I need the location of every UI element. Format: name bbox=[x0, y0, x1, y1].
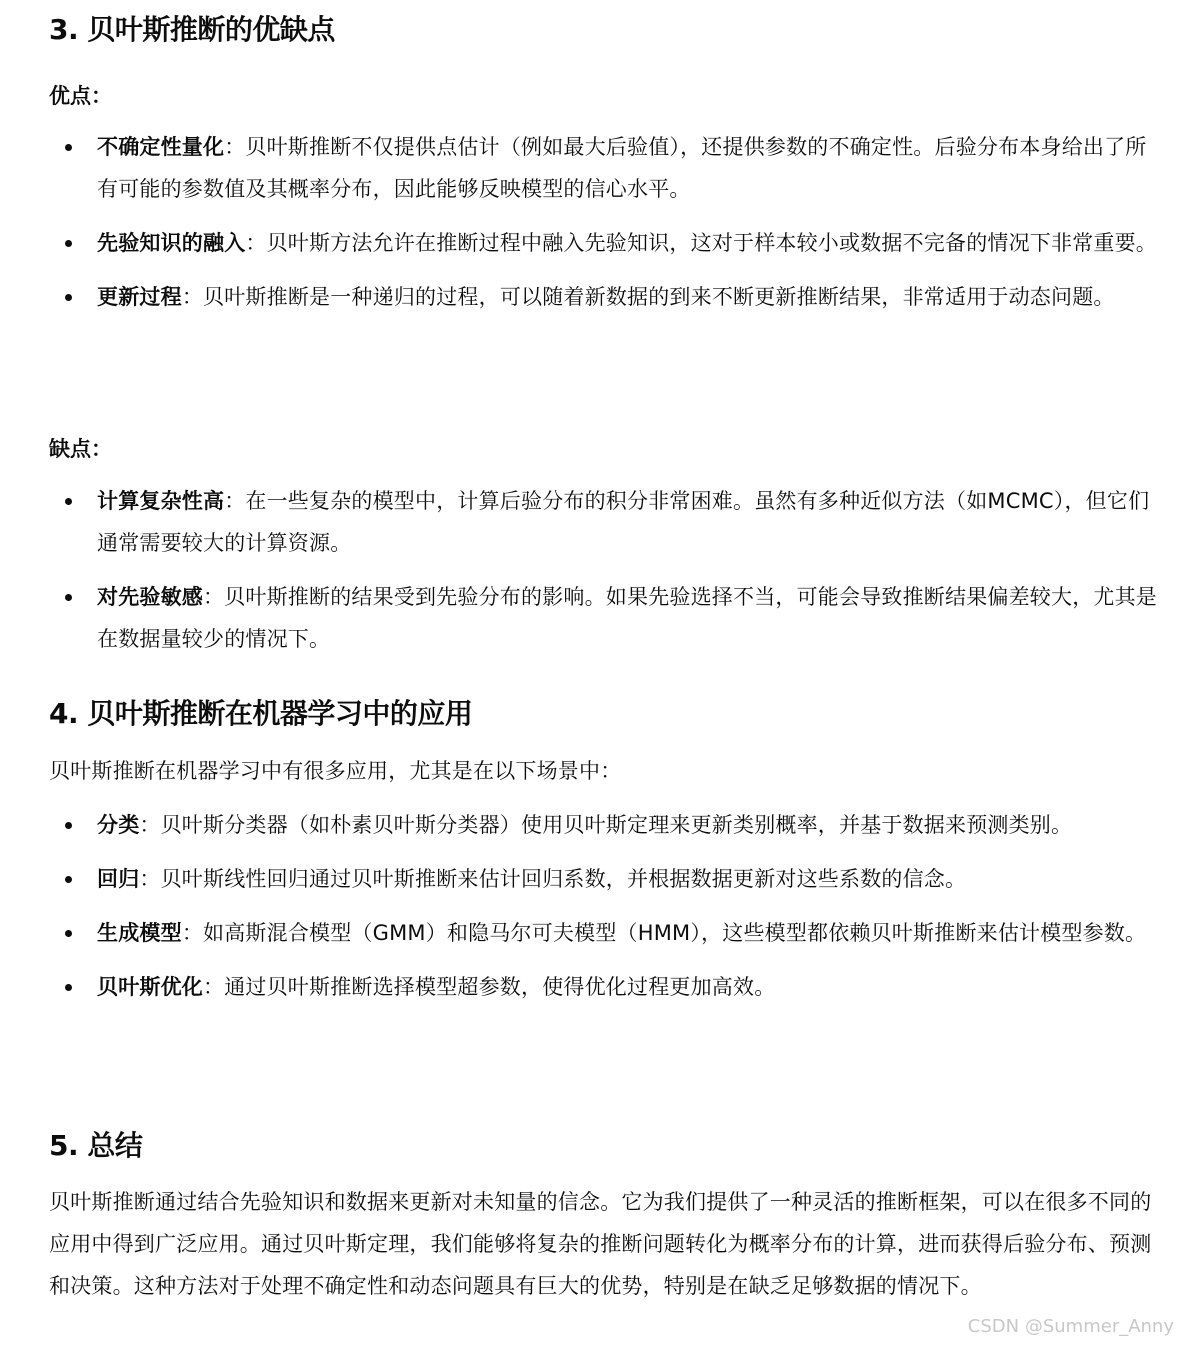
list-item bbox=[49, 576, 1159, 660]
list-item bbox=[49, 966, 1159, 1008]
list-item bbox=[49, 276, 1159, 318]
item-text: 贝叶斯分类器（如朴素贝叶斯分类器）使用贝叶斯定理来更新类别概率，并基于数据来预测类别。 bbox=[160, 813, 1073, 837]
item-text: 贝叶斯推断是一种递归的过程，可以随着新数据的到来不断更新推断结果，非常适用于动态问题。 bbox=[203, 285, 1115, 309]
bullet-icon bbox=[65, 144, 72, 151]
bullet-icon bbox=[65, 984, 72, 991]
item-text: 贝叶斯线性回归通过贝叶斯推断来估计回归系数，并根据数据更新对这些系数的信念。 bbox=[160, 867, 967, 891]
cons-list bbox=[49, 480, 1159, 672]
item-text: 如高斯混合模型（GMM）和隐马尔可夫模型（HMM），这些模型都依赖贝叶斯推断来估计模型参数。 bbox=[203, 921, 1147, 945]
list-item bbox=[49, 222, 1159, 264]
bullet-icon bbox=[65, 930, 72, 937]
item-separator: ： bbox=[203, 585, 225, 609]
list-item bbox=[49, 858, 1159, 900]
item-separator: ： bbox=[224, 135, 246, 159]
bullet-icon bbox=[65, 822, 72, 829]
applications-intro: 贝叶斯推断在机器学习中有很多应用，尤其是在以下场景中： bbox=[49, 759, 622, 783]
item-term: 不确定性量化 bbox=[97, 135, 225, 159]
bullet-icon bbox=[65, 594, 72, 601]
section-heading-summary: 5. 总结 bbox=[49, 1129, 143, 1162]
item-text: 在一些复杂的模型中，计算后验分布的积分非常困难。虽然有多种近似方法（如MCMC），但它们通常需要较大的计算资源。 bbox=[97, 489, 1150, 555]
section-heading-pros-cons: 3. 贝叶斯推断的优缺点 bbox=[49, 13, 335, 46]
item-term: 分类 bbox=[97, 813, 140, 837]
bullet-icon bbox=[65, 876, 72, 883]
summary-paragraph: 贝叶斯推断通过结合先验知识和数据来更新对未知量的信念。它为我们提供了一种灵活的推断框架，可以在很多不同的应用中得到广泛应用。通过贝叶斯定理，我们能够将复杂的推断问题转化为概率分布的计算，进而获得后验分布、预测和决策。这种方法对于处理不确定性和动态问题具有巨大的优势，特别是在缺乏足够数据的情况下。 bbox=[49, 1190, 1152, 1298]
item-text: 贝叶斯方法允许在推断过程中融入先验知识，这对于样本较小或数据不完备的情况下非常重要。 bbox=[266, 231, 1158, 255]
item-separator: ： bbox=[181, 285, 204, 309]
pros-list bbox=[49, 126, 1159, 330]
item-term: 计算复杂性高 bbox=[97, 489, 225, 513]
item-separator: ： bbox=[181, 921, 204, 945]
bullet-icon bbox=[65, 240, 72, 247]
list-item bbox=[49, 126, 1159, 210]
bullet-icon bbox=[65, 294, 72, 301]
item-term: 回归 bbox=[97, 867, 140, 891]
applications-list bbox=[49, 804, 1159, 1020]
item-text: 通过贝叶斯推断选择模型超参数，使得优化过程更加高效。 bbox=[224, 975, 776, 999]
item-separator: ： bbox=[203, 975, 225, 999]
item-term: 贝叶斯优化 bbox=[97, 975, 203, 999]
item-separator: ： bbox=[139, 867, 161, 891]
item-separator: ： bbox=[245, 231, 267, 255]
pros-label: 优点： bbox=[49, 84, 112, 108]
item-separator: ： bbox=[224, 489, 246, 513]
list-item bbox=[49, 804, 1159, 846]
item-term: 先验知识的融入 bbox=[97, 231, 246, 255]
item-text: 贝叶斯推断的结果受到先验分布的影响。如果先验选择不当，可能会导致推断结果偏差较大，尤其是在数据量较少的情况下。 bbox=[97, 585, 1157, 651]
list-item bbox=[49, 912, 1159, 954]
section-heading-applications: 4. 贝叶斯推断在机器学习中的应用 bbox=[49, 697, 473, 730]
cons-label: 缺点： bbox=[49, 437, 112, 461]
watermark: CSDN @Summer_Anny bbox=[967, 1316, 1174, 1337]
item-term: 生成模型 bbox=[97, 921, 182, 945]
list-item bbox=[49, 480, 1159, 564]
item-term: 更新过程 bbox=[97, 285, 182, 309]
item-term: 对先验敏感 bbox=[97, 585, 203, 609]
bullet-icon bbox=[65, 498, 72, 505]
item-text: 贝叶斯推断不仅提供点估计（例如最大后验值），还提供参数的不确定性。后验分布本身给出了所有可能的参数值及其概率分布，因此能够反映模型的信心水平。 bbox=[97, 135, 1147, 201]
item-separator: ： bbox=[139, 813, 161, 837]
